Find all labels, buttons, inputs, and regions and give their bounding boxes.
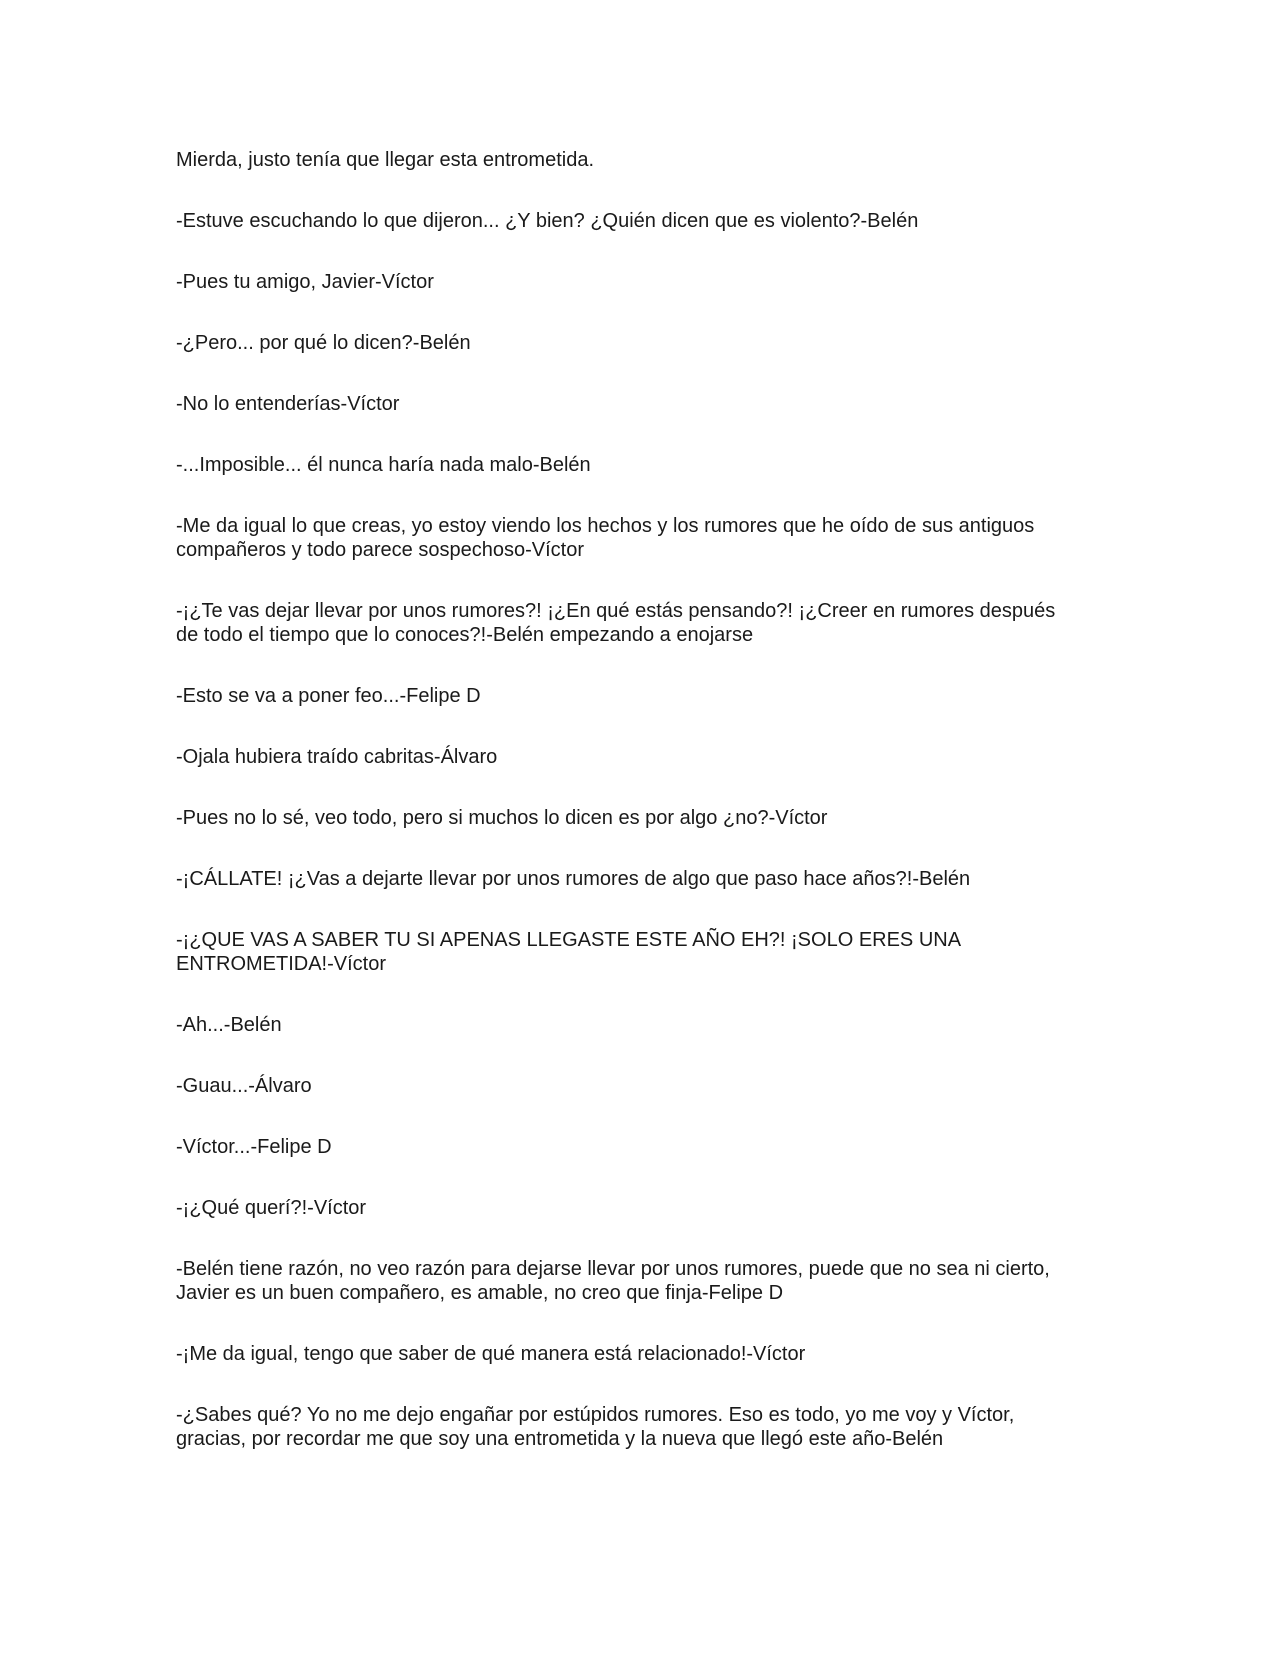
- dialogue-paragraph: [176, 270, 1116, 294]
- dialogue-paragraph: [176, 209, 1116, 233]
- dialogue-paragraph: [176, 745, 1116, 769]
- paragraph-line: -¿Sabes qué? Yo no me dejo engañar por estúpidos rumores. Eso es todo, yo me voy y Víctor,: [176, 1404, 1015, 1426]
- paragraph-line: gracias, por recordar me que soy una entrometida y la nueva que llegó este año-Belén: [176, 1428, 944, 1450]
- dialogue-paragraph: [176, 148, 1116, 172]
- paragraph-line: -¡¿Qué querí?!-Víctor: [176, 1197, 367, 1219]
- paragraph-line: compañeros y todo parece sospechoso-Víctor: [176, 539, 584, 561]
- paragraph-line: ENTROMETIDA!-Víctor: [176, 953, 387, 975]
- paragraph-line: -¡¿QUE VAS A SABER TU SI APENAS LLEGASTE ESTE AÑO EH?! ¡SOLO ERES UNA: [176, 929, 962, 951]
- paragraph-line: -Pues no lo sé, veo todo, pero si muchos lo dicen es por algo ¿no?-Víctor: [176, 807, 828, 829]
- paragraph-line: -Me da igual lo que creas, yo estoy viendo los hechos y los rumores que he oído de sus antiguos: [176, 515, 1035, 537]
- paragraph-line: Javier es un buen compañero, es amable, no creo que finja-Felipe D: [176, 1282, 784, 1304]
- paragraph-line: de todo el tiempo que lo conoces?!-Belén empezando a enojarse: [176, 624, 754, 646]
- paragraph-line: -Belén tiene razón, no veo razón para dejarse llevar por unos rumores, puede que no sea ni cierto,: [176, 1258, 1050, 1280]
- paragraph-line: Mierda, justo tenía que llegar esta entrometida.: [176, 149, 595, 171]
- dialogue-paragraph: [176, 599, 1116, 647]
- dialogue-paragraph: [176, 1196, 1116, 1220]
- paragraph-line: -Pues tu amigo, Javier-Víctor: [176, 271, 434, 293]
- dialogue-paragraph: [176, 331, 1116, 355]
- dialogue-paragraph: [176, 514, 1116, 562]
- dialogue-paragraph: [176, 1013, 1116, 1037]
- paragraph-line: -...Imposible... él nunca haría nada malo-Belén: [176, 454, 591, 476]
- paragraph-line: -No lo entenderías-Víctor: [176, 393, 400, 415]
- dialogue-paragraph: [176, 1257, 1116, 1305]
- dialogue-paragraph: [176, 867, 1116, 891]
- dialogue-paragraph: [176, 453, 1116, 477]
- paragraph-line: -¡¿Te vas dejar llevar por unos rumores?! ¡¿En qué estás pensando?! ¡¿Creer en rumores después: [176, 600, 1056, 622]
- paragraph-line: -¿Pero... por qué lo dicen?-Belén: [176, 332, 471, 354]
- dialogue-paragraph: [176, 806, 1116, 830]
- paragraph-line: -¡Me da igual, tengo que saber de qué manera está relacionado!-Víctor: [176, 1343, 806, 1365]
- dialogue-paragraph: [176, 1342, 1116, 1366]
- paragraph-line: -Víctor...-Felipe D: [176, 1136, 332, 1158]
- document-body: [176, 148, 1116, 1488]
- dialogue-paragraph: [176, 1135, 1116, 1159]
- dialogue-paragraph: [176, 928, 1116, 976]
- paragraph-line: -Ah...-Belén: [176, 1014, 282, 1036]
- paragraph-line: -Ojala hubiera traído cabritas-Álvaro: [176, 746, 498, 768]
- dialogue-paragraph: [176, 684, 1116, 708]
- paragraph-line: -Estuve escuchando lo que dijeron... ¿Y bien? ¿Quién dicen que es violento?-Belén: [176, 210, 919, 232]
- dialogue-paragraph: [176, 392, 1116, 416]
- paragraph-line: -Esto se va a poner feo...-Felipe D: [176, 685, 481, 707]
- paragraph-line: -¡CÁLLATE! ¡¿Vas a dejarte llevar por unos rumores de algo que paso hace años?!-Belén: [176, 868, 971, 890]
- dialogue-paragraph: [176, 1074, 1116, 1098]
- dialogue-paragraph: [176, 1403, 1116, 1451]
- paragraph-line: -Guau...-Álvaro: [176, 1075, 312, 1097]
